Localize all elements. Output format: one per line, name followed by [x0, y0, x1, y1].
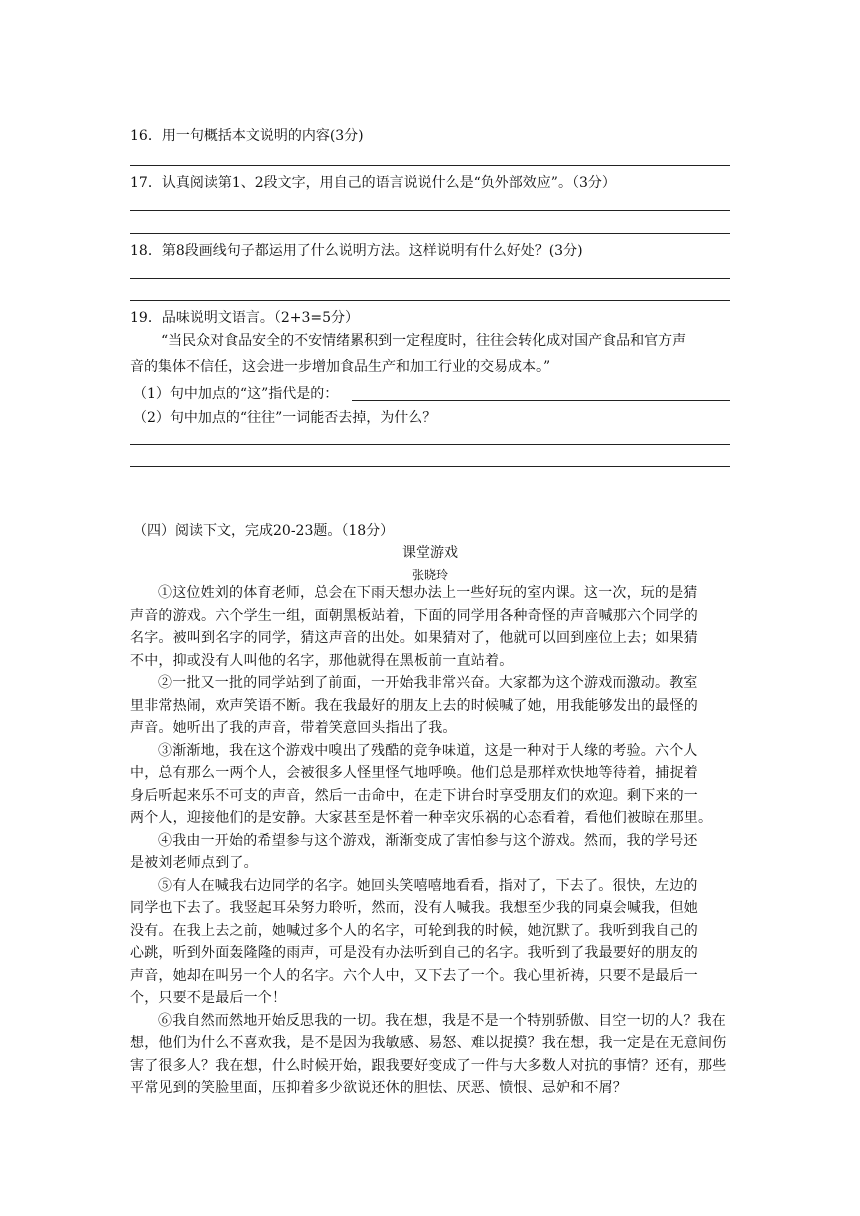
paragraph-line: 同学也下去了。我竖起耳朵努力聆听，然而，没有人喊我。我想至少我的同桌会喊我，但她 — [130, 900, 698, 916]
paragraph-line: 声音。她听出了我的声音，带着笑意回头指出了我。 — [130, 720, 457, 736]
article-title: 课堂游戏 — [402, 545, 458, 561]
paragraph-line: ④我由一开始的希望参与这个游戏，渐渐变成了害怕参与这个游戏。然而，我的学号还 — [158, 832, 698, 849]
answer-line — [130, 165, 730, 166]
paragraph-line: 里非常热闹，欢声笑语不断。我在我最好的朋友上去的时候喊了她，用我能够发出的最怪的 — [130, 697, 698, 714]
paragraph-line: ①这位姓刘的体育老师，总会在下雨天想办法上一些好玩的室内课。这一次，玩的是猜 — [158, 585, 698, 601]
paragraph-line: ⑥我自然而然地开始反思我的一切。我在想，我是不是一个特别骄傲、目空一切的人？我在 — [158, 1012, 726, 1029]
paragraph-line: 心跳，听到外面轰隆隆的雨声，可是没有办法听到自己的名字。我听到了我最要好的朋友的 — [130, 945, 698, 961]
question-18: 18．第8段画线句子都运用了什么说明方法。这样说明有什么好处？(3分) — [130, 243, 583, 259]
paragraph-line: 害了很多人？我在想，什么时候开始，跟我要好变成了一件与大多数人对抗的事情？还有，那些 — [130, 1057, 727, 1074]
paragraph-line: 想，他们为什么不喜欢我，是不是因为我敏感、易怒、难以捉摸？我在想，我一定是在无意间伤 — [130, 1035, 727, 1051]
sub-question-1: （1）句中加点的“这”指代是的： — [133, 386, 339, 402]
paragraph-line: 两个人，迎接他们的是安静。大家甚至是怀着一种幸灾乐祸的心态看着，看他们被晾在那里。 — [130, 810, 713, 826]
paragraph-line: 不中，抑或没有人叫他的名字，那他就得在黑板前一直站着。 — [130, 652, 514, 669]
paragraph-line: 平常见到的笑脸里面，压抑着多少欲说还休的胆怯、厌恶、愤恨、忌妒和不屑？ — [130, 1080, 627, 1096]
paragraph-line: 个，只要不是最后一个！ — [130, 990, 287, 1006]
quote-line: “当民众对食品安全的不安情绪累积到一定程度时，往往会转化成对国产食品和官方声 — [161, 333, 687, 349]
answer-line — [130, 233, 730, 234]
answer-line — [130, 300, 730, 301]
quote-line: 音的集体不信任，这会进一步增加食品生产和加工行业的交易成本。” — [130, 359, 551, 375]
fill-blank-line — [352, 400, 730, 401]
answer-line — [130, 466, 730, 467]
article-author: 张晓玲 — [411, 568, 448, 582]
question-19: 19．品味说明文语言。（2+3=5分） — [130, 310, 359, 326]
paragraph-line: 名字。被叫到名字的同学，猜这声音的出处。如果猜对了，他就可以回到座位上去；如果猜 — [130, 630, 698, 646]
section-heading: （四）阅读下文，完成20-23题。（18分） — [133, 523, 395, 539]
sub-question-2: （2）句中加点的“往往”一词能否去掉，为什么？ — [133, 410, 437, 426]
question-16: 16．用一句概括本文说明的内容(3分) — [130, 128, 364, 144]
paragraph-line: 身后听起来乐不可支的声音，然后一击命中，在走下讲台时享受朋友们的欢迎。剩下来的一 — [130, 787, 698, 804]
paragraph-line: 声音的游戏。六个学生一组，面朝黑板站着，下面的同学用各种奇怪的声音喊那六个同学的 — [130, 607, 698, 624]
answer-line — [130, 444, 730, 445]
paragraph-line: 声音，她却在叫另一个人的名字。六个人中，又下去了一个。我心里祈祷，只要不是最后一 — [130, 967, 698, 984]
answer-line — [130, 278, 730, 279]
paragraph-line: 中，总有那么一两个人，会被很多人怪里怪气地呼唤。他们总是那样欢快地等待着，捕捉着 — [130, 765, 698, 781]
paragraph-line: ②一批又一批的同学站到了前面，一开始我非常兴奋。大家都为这个游戏而激动。教室 — [158, 675, 698, 691]
paragraph-line: 是被刘老师点到了。 — [130, 855, 258, 871]
paragraph-line: ⑤有人在喊我右边同学的名字。她回头笑嘻嘻地看看，指对了，下去了。很快，左边的 — [158, 877, 698, 894]
article-body — [130, 582, 730, 1100]
paragraph-line: ③渐渐地，我在这个游戏中嗅出了残酷的竞争味道，这是一种对于人缘的考验。六个人 — [158, 742, 698, 759]
paragraph-line: 没有。在我上去之前，她喊过多个人的名字，可轮到我的时候，她沉默了。我听到我自己的 — [130, 922, 698, 939]
answer-line — [130, 210, 730, 211]
question-17: 17．认真阅读第1、2段文字，用自己的语言说说什么是“负外部效应”。（3分） — [130, 175, 616, 191]
